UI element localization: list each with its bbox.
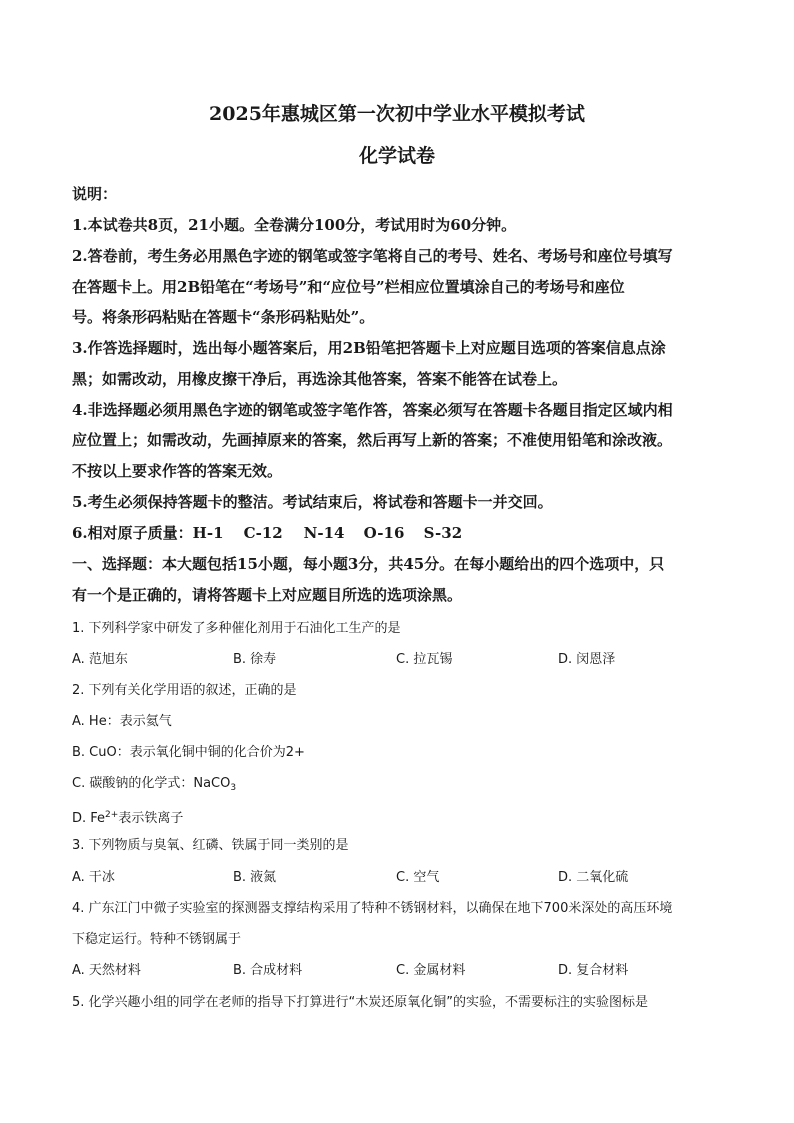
question-2-option-d-text-end: 表示铁离子 — [118, 811, 184, 826]
atomic-mass-n: N-14 — [303, 524, 345, 542]
question-4-option-c: C. 金属材料 — [396, 963, 466, 978]
question-2-option-c — [72, 775, 236, 797]
question-4-option-a: A. 天然材料 — [72, 963, 141, 978]
question-1-stem: 1. 下列科学家中研发了多种催化剂用于石油化工生产的是 — [72, 621, 401, 636]
question-1-option-c: C. 拉瓦锡 — [396, 652, 453, 667]
exam-title: 2025年惠城区第一次初中学业水平模拟考试 — [209, 103, 585, 125]
note-4-line-3: 不按以上要求作答的答案无效。 — [72, 462, 283, 480]
note-6-label: 6.相对原子质量： — [72, 524, 193, 542]
note-2-line-1: 2.答卷前，考生务必用黑色字迹的钢笔或签字笔将自己的考号、姓名、考场号和座位号填写 — [72, 247, 673, 265]
question-2-option-d — [72, 806, 183, 828]
question-3-option-d: D. 二氧化硫 — [558, 870, 629, 885]
note-4-line-1: 4.非选择题必须用黑色字迹的钢笔或签字笔作答，答案必须写在答题卡各题目指定区域内相 — [72, 401, 673, 419]
notes-heading: 说明： — [72, 185, 118, 203]
question-1-option-b: B. 徐寿 — [233, 652, 277, 667]
question-4-stem-line-1: 4. 广东江门中微子实验室的探测器支撑结构采用了特种不锈钢材料，以确保在地下700米深处的高压环境 — [72, 901, 673, 916]
question-3-option-b: B. 液氮 — [233, 870, 277, 885]
note-4-line-2: 应位置上；如需改动，先画掉原来的答案，然后再写上新的答案；不准使用铅笔和涂改液。 — [72, 431, 673, 449]
section-1-instructions-line-1: 一、选择题：本大题包括15小题，每小题3分，共45分。在每小题给出的四个选项中，只 — [72, 555, 665, 573]
question-1-option-d: D. 闵恩泽 — [558, 652, 616, 667]
question-2-option-c-text: C. 碳酸钠的化学式：NaCO — [72, 776, 231, 791]
question-3-stem: 3. 下列物质与臭氧、红磷、铁属于同一类别的是 — [72, 838, 349, 853]
atomic-mass-h: H-1 — [192, 524, 224, 542]
note-1: 1.本试卷共8页，21小题。全卷满分100分，考试用时为60分钟。 — [72, 216, 517, 234]
note-3-line-2: 黑；如需改动，用橡皮擦干净后，再选涂其他答案，答案不能答在试卷上。 — [72, 370, 568, 388]
question-1-option-a: A. 范旭东 — [72, 652, 128, 667]
note-3-line-1: 3.作答选择题时，选出每小题答案后，用2B铅笔把答题卡上对应题目选项的答案信息点涂 — [72, 339, 666, 357]
question-2-option-d-superscript: 2+ — [105, 810, 119, 820]
atomic-mass-o: O-16 — [363, 524, 405, 542]
question-2-option-c-subscript: 3 — [230, 783, 237, 793]
section-1-instructions-line-2: 有一个是正确的，请将答题卡上对应题目所选的选项涂黑。 — [72, 586, 463, 604]
atomic-mass-s: S-32 — [423, 524, 463, 542]
question-4-option-d: D. 复合材料 — [558, 963, 629, 978]
question-2-stem: 2. 下列有关化学用语的叙述，正确的是 — [72, 683, 297, 698]
note-6-atomic-masses — [72, 523, 462, 543]
question-4-option-b: B. 合成材料 — [233, 963, 303, 978]
question-4-stem-line-2: 下稳定运行。特种不锈钢属于 — [72, 932, 242, 947]
atomic-mass-c: C-12 — [243, 524, 283, 542]
question-2-option-b: B. CuO：表示氧化铜中铜的化合价为2+ — [72, 745, 305, 760]
question-5-stem: 5. 化学兴趣小组的同学在老师的指导下打算进行“木炭还原氧化铜”的实验，不需要标注的实验图标是 — [72, 995, 649, 1010]
exam-subtitle: 化学试卷 — [358, 145, 435, 167]
note-5: 5.考生必须保持答题卡的整洁。考试结束后，将试卷和答题卡一并交回。 — [72, 493, 553, 511]
question-3-option-a: A. 干冰 — [72, 870, 115, 885]
note-2-line-2: 在答题卡上。用2B铅笔在“考场号”和“应位号”栏相应位置填涂自己的考场号和座位 — [72, 278, 625, 296]
note-2-line-3: 号。将条形码粘贴在答题卡“条形码粘贴处”。 — [72, 308, 375, 326]
question-2-option-a: A. He：表示氦气 — [72, 714, 172, 729]
question-3-option-c: C. 空气 — [396, 870, 440, 885]
question-2-option-d-text: D. Fe — [72, 811, 106, 826]
